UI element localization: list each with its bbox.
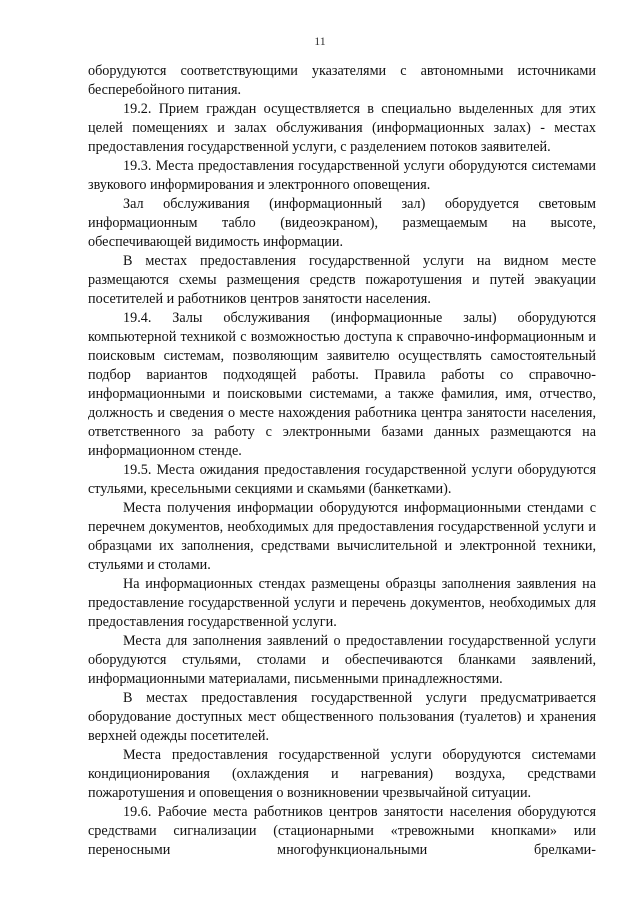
- paragraph-19-5: 19.5. Места ожидания предоставления государственной услуги оборудуются стульями, кресельными секциями и скамьями (банкетками).: [88, 462, 596, 497]
- paragraph-19-4: 19.4. Залы обслуживания (информационные залы) оборудуются компьютерной техникой с возможностью доступа к справочно-информационным и поисковым системам, позволяющим заявителю осуществлять самостоятельный подбор вариантов подходящей работы. Правила работы со справочно-информационными и поисковыми системами, а также фамилия, имя, отчество, должность и сведения о месте нахождения работника центра занятости населения, ответственного за работу с электронными базами данных размещаются на информационном стенде.: [88, 310, 596, 459]
- paragraph-filling-places: Места для заполнения заявлений о предоставлении государственной услуги оборудуются стульями, столами и обеспечиваются бланками заявлений, информационными материалами, письменными принадлежностями.: [88, 633, 596, 687]
- paragraph-info-stands: Места получения информации оборудуются информационными стендами с перечнем документов, необходимых для предоставления государственной услуги и образцами их заполнения, средствами вычислительной и электронной техники, стульями и столами.: [88, 500, 596, 573]
- page-number: 11: [314, 34, 326, 48]
- paragraph-continuation: оборудуются соответствующими указателями с автономными источниками бесперебойного питания.: [88, 63, 596, 98]
- paragraph-19-6: 19.6. Рабочие места работников центров занятости населения оборудуются средствами сигнализации (стационарными «тревожными кнопками» или переносными многофункциональными брелками-: [88, 804, 596, 858]
- paragraph-air-conditioning: Места предоставления государственной услуги оборудуются системами кондиционирования (охлаждения и нагревания) воздуха, средствами пожаротушения и оповещения о возникновении чрезвычайной ситуации.: [88, 747, 596, 801]
- paragraph-sample-forms: На информационных стендах размещены образцы заполнения заявления на предоставление государственной услуги и перечень документов, необходимых для предоставления государственной услуги.: [88, 576, 596, 630]
- paragraph-evacuation-schemes: В местах предоставления государственной услуги на видном месте размещаются схемы размещения средств пожаротушения и путей эвакуации посетителей и работников центров занятости населения.: [88, 253, 596, 307]
- document-body: [88, 62, 596, 860]
- paragraph-19-3: 19.3. Места предоставления государственной услуги оборудуются системами звукового информирования и электронного оповещения.: [88, 158, 596, 193]
- paragraph-public-facilities: В местах предоставления государственной услуги предусматривается оборудование доступных мест общественного пользования (туалетов) и хранения верхней одежды посетителей.: [88, 690, 596, 744]
- paragraph-19-2: 19.2. Прием граждан осуществляется в специально выделенных для этих целей помещениях и залах обслуживания (информационных залах) - местах предоставления государственной услуги, с разделением потоков заявителей.: [88, 101, 596, 155]
- paragraph-info-hall-display: Зал обслуживания (информационный зал) оборудуется световым информационным табло (видеоэкраном), размещаемым на высоте, обеспечивающей видимость информации.: [88, 196, 596, 250]
